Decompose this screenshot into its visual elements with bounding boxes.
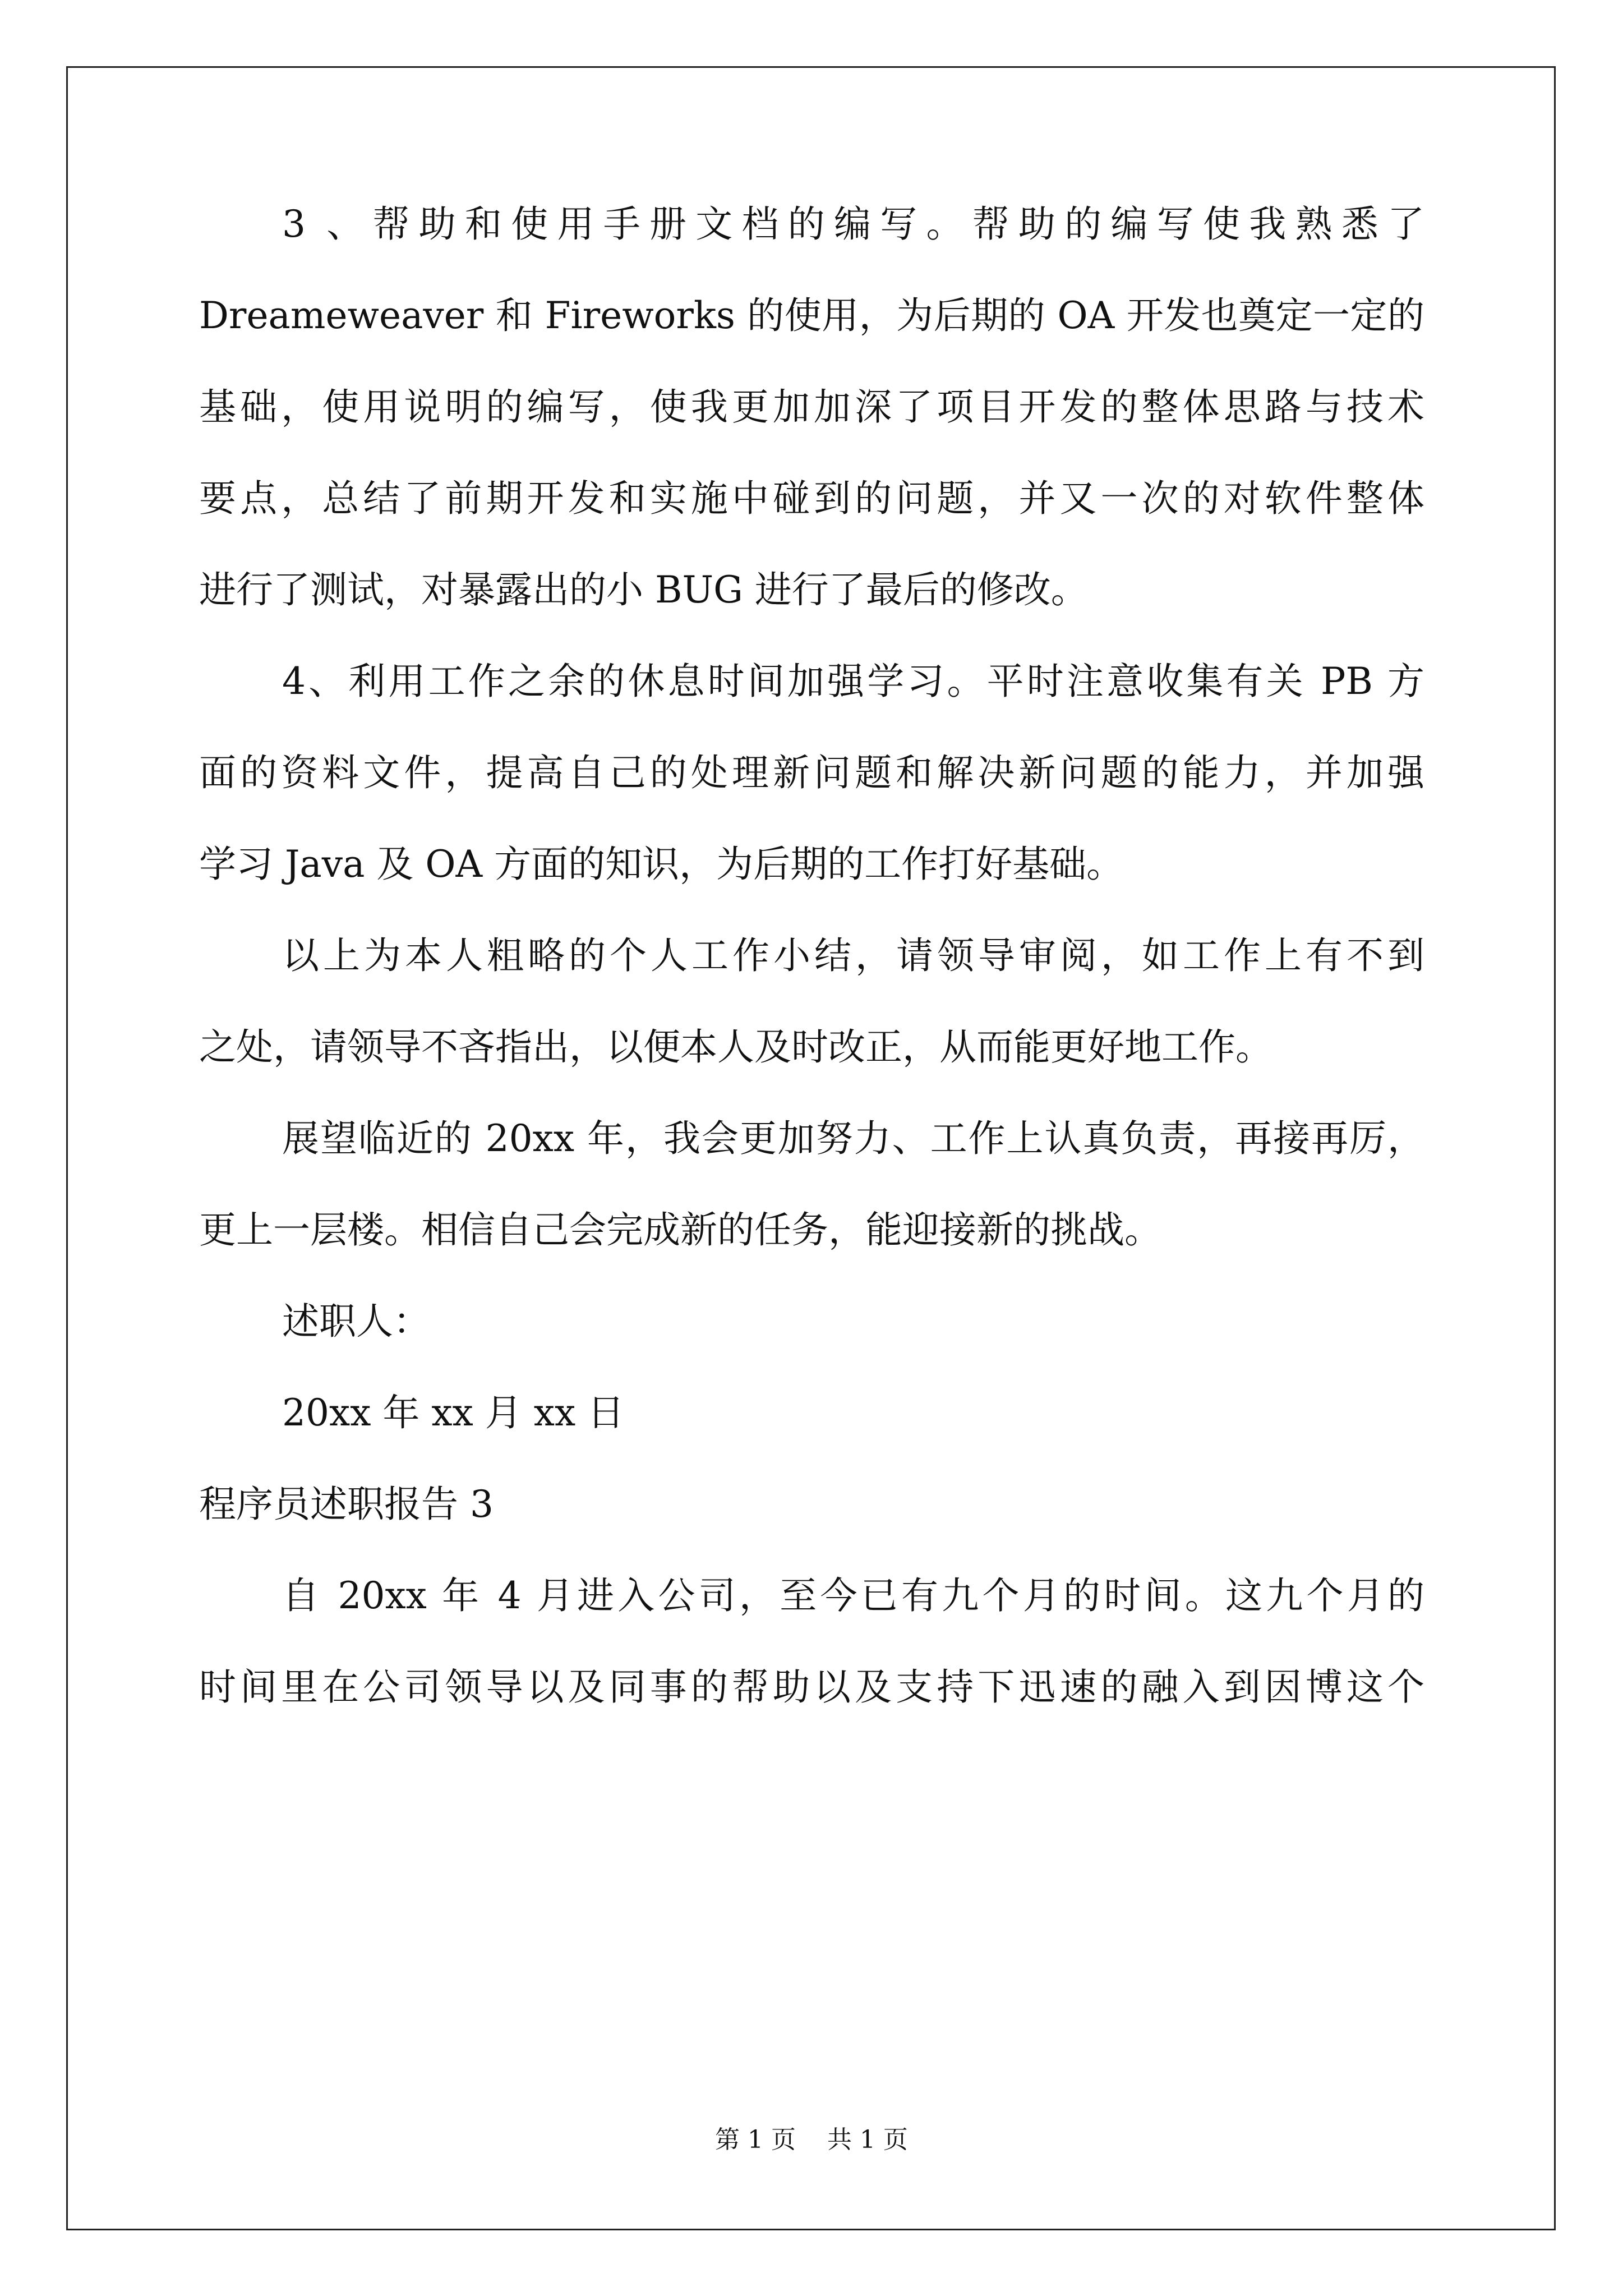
paragraph-line: Dreameweaver 和 Fireworks 的使用，为后期的 OA 开发也奠定一定的: [199, 294, 1424, 337]
section-heading: 程序员述职报告 3: [199, 1483, 494, 1526]
signature-date: 20xx 年 xx 月 xx 日: [282, 1391, 625, 1434]
signature-label: 述职人：: [282, 1300, 430, 1343]
paragraph-line: 学习 Java 及 OA 方面的知识，为后期的工作打好基础。: [199, 843, 1124, 886]
paragraph-line: 3 、帮助和使用手册文档的编写。帮助的编写使我熟悉了: [282, 203, 1424, 246]
paragraph-line: 基础，使用说明的编写，使我更加加深了项目开发的整体思路与技术: [199, 385, 1424, 429]
paragraph-line: 进行了测试，对暴露出的小 BUG 进行了最后的修改。: [199, 568, 1088, 611]
paragraph-line: 以上为本人粗略的个人工作小结，请领导审阅，如工作上有不到: [282, 934, 1424, 977]
paragraph-line: 更上一层楼。相信自己会完成新的任务，能迎接新的挑战。: [199, 1208, 1161, 1251]
paragraph-line: 之处，请领导不吝指出，以便本人及时改正，从而能更好地工作。: [199, 1025, 1272, 1069]
paragraph-line: 4、利用工作之余的休息时间加强学习。平时注意收集有关 PB 方: [282, 660, 1424, 703]
paragraph-line: 时间里在公司领导以及同事的帮助以及支持下迅速的融入到因博这个: [199, 1665, 1424, 1709]
paragraph-line: 自 20xx 年 4 月进入公司，至今已有九个月的时间。这九个月的: [282, 1574, 1424, 1617]
paragraph-line: 展望临近的 20xx 年，我会更加努力、工作上认真负责，再接再厉，: [282, 1117, 1424, 1160]
page-footer: 第 1 页 共 1 页: [715, 2125, 908, 2154]
paragraph-line: 要点，总结了前期开发和实施中碰到的问题，并又一次的对软件整体: [199, 477, 1424, 520]
paragraph-line: 面的资料文件，提高自己的处理新问题和解决新问题的能力，并加强: [199, 751, 1424, 794]
